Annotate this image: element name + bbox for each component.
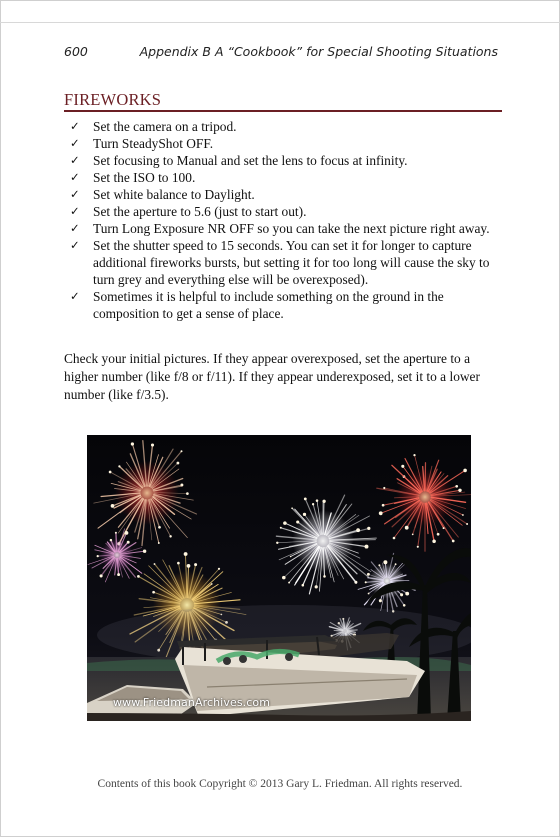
firework-spark <box>109 471 112 474</box>
firework-spark <box>413 454 415 456</box>
firework-spark <box>137 575 140 578</box>
checkmark-icon: ✓ <box>70 170 80 184</box>
firework-spark <box>323 575 326 578</box>
firework-spark <box>296 520 299 523</box>
list-item-text: Set white balance to Daylight. <box>93 187 255 202</box>
firework-spark <box>412 534 414 536</box>
firework-spark <box>169 535 171 537</box>
section-heading: FIREWORKS <box>64 90 162 109</box>
page-number: 600 <box>64 44 88 59</box>
firework-spark <box>186 492 189 495</box>
firework-spark <box>417 546 419 548</box>
firework-spark <box>177 562 180 565</box>
firework-spark <box>131 442 134 445</box>
firework-spark <box>151 443 154 446</box>
list-item-text: Set focusing to Manual and set the lens to focus at infinity. <box>93 153 408 168</box>
firework-spark <box>379 511 383 515</box>
checkmark-icon: ✓ <box>70 136 80 150</box>
firework-spark <box>403 604 406 607</box>
firework-spark <box>194 563 197 566</box>
firework-spark <box>312 503 314 505</box>
list-item-text: Turn Long Exposure NR OFF so you can take the next picture right away. <box>93 221 490 236</box>
checkmark-icon: ✓ <box>70 204 80 218</box>
firework-spark <box>288 582 290 584</box>
firework-spark <box>110 539 112 541</box>
firework-spark <box>458 489 461 492</box>
firework-spark <box>184 552 188 556</box>
firework-spark <box>218 568 220 570</box>
firework-spark <box>383 560 387 564</box>
firework-spark <box>383 487 385 489</box>
firework-spark <box>154 563 156 565</box>
firework-spark <box>127 541 130 544</box>
fireworks-photo <box>87 435 471 721</box>
checkmark-icon: ✓ <box>70 187 80 201</box>
firework-spark <box>452 540 455 543</box>
firework-streak <box>116 533 117 552</box>
list-item <box>70 220 502 237</box>
firework-spark <box>400 593 403 596</box>
firework-spark <box>283 521 287 525</box>
checkmark-icon: ✓ <box>70 153 80 167</box>
firework-spark <box>187 564 191 568</box>
list-item <box>70 288 502 322</box>
firework-spark <box>282 576 286 580</box>
firework-spark <box>176 462 179 465</box>
photo-watermark: www.FriedmanArchives.com <box>113 696 271 709</box>
firework-spark <box>393 537 396 540</box>
list-item <box>70 118 502 135</box>
heading-rule <box>64 110 502 112</box>
list-item <box>70 135 502 152</box>
list-item <box>70 237 502 288</box>
list-item <box>70 186 502 203</box>
firework-spark <box>365 581 367 583</box>
firework-spark <box>405 526 409 530</box>
fireworks-checklist <box>70 118 502 322</box>
firework-spark <box>365 545 369 549</box>
firework-spark <box>437 533 440 536</box>
firework-spark <box>316 499 319 502</box>
firework-spark <box>118 465 120 467</box>
firework-spark <box>100 574 103 577</box>
firework-spark <box>211 583 213 585</box>
firework-spark <box>315 585 318 588</box>
firework-spark <box>455 485 458 488</box>
list-item <box>70 169 502 186</box>
firework-spark <box>111 504 115 508</box>
firework-spark <box>181 450 183 452</box>
list-item-text: Set the aperture to 5.6 (just to start out). <box>93 204 307 219</box>
firework-spark <box>280 527 282 529</box>
firework-spark <box>382 504 385 507</box>
firework-spark <box>379 599 382 602</box>
chapter-title: Appendix B A “Cookbook” for Special Shooting Situations <box>139 44 498 59</box>
list-item-text: Set the ISO to 100. <box>93 170 196 185</box>
top-edge-rule <box>0 22 560 23</box>
firework-spark <box>276 542 278 544</box>
firework-spark <box>152 591 155 594</box>
firework-spark <box>143 549 146 552</box>
firework-spark <box>466 523 468 525</box>
firework-spark <box>322 500 325 503</box>
list-item-text: Set the camera on a tripod. <box>93 119 237 134</box>
firework-spark <box>405 592 409 596</box>
list-item-text: Set the shutter speed to 15 seconds. You can set it for longer to capture additional fireworks bursts, but setting it for too long will cause the sky to turn grey and everything else will be overexposed). <box>93 238 490 287</box>
firework-spark <box>303 513 306 516</box>
firework-spark <box>368 593 370 595</box>
footer-copyright: Contents of this book Copyright © 2013 Gary L. Friedman. All rights reserved. <box>97 778 463 790</box>
firework-spark <box>401 465 404 468</box>
checkmark-icon: ✓ <box>70 221 80 235</box>
firework-spark <box>115 532 117 534</box>
firework-spark <box>463 469 467 473</box>
firework-spark <box>462 514 464 516</box>
firework-spark <box>291 507 293 509</box>
firework-spark <box>125 531 129 535</box>
firework-spark <box>302 584 305 587</box>
list-item <box>70 152 502 169</box>
firework-spark <box>158 542 160 544</box>
firework-spark <box>290 556 292 558</box>
firework-spark <box>117 573 120 576</box>
checkmark-icon: ✓ <box>70 289 80 303</box>
body-paragraph: Check your initial pictures. If they appear overexposed, set the aperture to a higher number (like f/8 or f/11). If they appear underexposed, set it to a lower number (like f/3.5). <box>64 351 480 402</box>
firework-spark <box>432 540 436 544</box>
list-item-text: Sometimes it is helpful to include something on the ground in the composition to get a sense of place. <box>93 289 444 321</box>
checkmark-icon: ✓ <box>70 119 80 133</box>
firework-spark <box>367 527 370 530</box>
firework-spark <box>367 573 370 576</box>
firework-spark <box>378 564 380 566</box>
fireworks-illustration <box>87 435 471 721</box>
firework-spark <box>443 527 445 529</box>
checkmark-icon: ✓ <box>70 238 80 252</box>
firework-spark <box>158 526 161 529</box>
firework-spark <box>395 563 397 565</box>
firework-spark <box>304 497 307 500</box>
list-item <box>70 203 502 220</box>
list-item-text: Turn SteadyShot OFF. <box>93 136 214 151</box>
firework-spark <box>97 555 99 557</box>
